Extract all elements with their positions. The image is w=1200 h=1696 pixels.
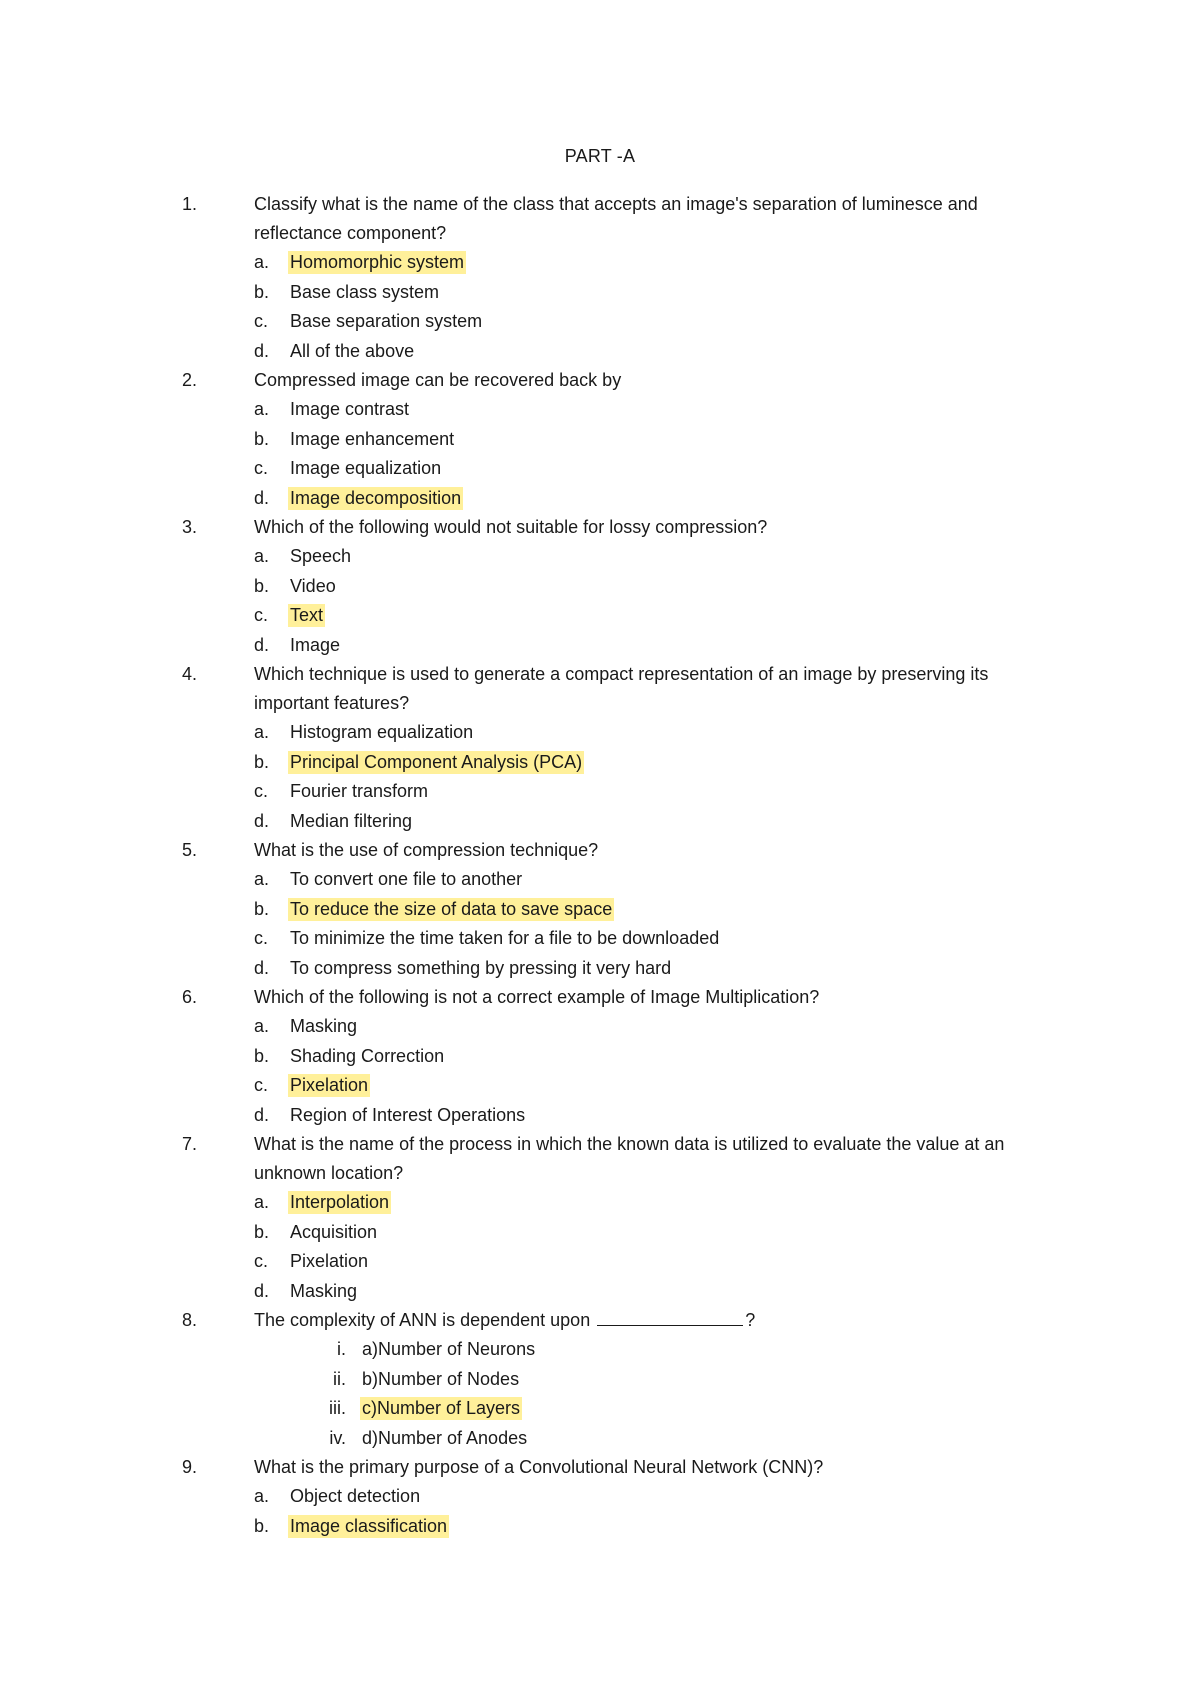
option-text: Image contrast bbox=[290, 399, 410, 419]
option-text: Base class system bbox=[290, 281, 440, 302]
option-text-wrap bbox=[290, 748, 584, 777]
option-label: b. bbox=[254, 898, 270, 919]
answer-option bbox=[0, 484, 1200, 514]
highlighted-answer: Image classification bbox=[290, 1515, 448, 1536]
option-text-wrap bbox=[290, 631, 340, 660]
option-text: Median filtering bbox=[290, 810, 413, 831]
question-number: 7. bbox=[182, 1134, 198, 1154]
option-label: b. bbox=[254, 428, 270, 449]
option-text-wrap bbox=[290, 395, 409, 424]
question-list bbox=[0, 190, 1200, 1541]
answer-option bbox=[0, 954, 1200, 984]
question-3 bbox=[0, 513, 1200, 660]
question-text: Compressed image can be recovered back by bbox=[254, 370, 622, 390]
answer-option bbox=[0, 248, 1200, 278]
option-label: iv. bbox=[329, 1427, 346, 1448]
option-label: b. bbox=[254, 575, 270, 596]
option-label: a. bbox=[254, 546, 270, 566]
answer-option bbox=[0, 454, 1200, 484]
option-text-wrap bbox=[290, 307, 482, 336]
option-text-wrap bbox=[290, 1101, 525, 1130]
option-label: c. bbox=[254, 311, 269, 331]
option-text: To convert one file to another bbox=[290, 869, 523, 889]
answer-option bbox=[0, 1482, 1200, 1512]
option-label: a. bbox=[254, 1016, 270, 1036]
answer-option bbox=[0, 1277, 1200, 1307]
option-text: Shading Correction bbox=[290, 1045, 445, 1066]
option-text-wrap bbox=[290, 1042, 444, 1071]
highlighted-answer: To reduce the size of data to save space bbox=[290, 898, 613, 919]
option-text-wrap bbox=[290, 807, 412, 836]
option-label: b. bbox=[254, 1221, 270, 1242]
answer-option bbox=[0, 307, 1200, 337]
option-label: i. bbox=[337, 1339, 346, 1359]
question-text-before: The complexity of ANN is dependent upon bbox=[254, 1310, 591, 1330]
option-label: a. bbox=[254, 399, 270, 419]
option-text-wrap bbox=[290, 1277, 357, 1306]
option-label: d. bbox=[254, 1280, 270, 1301]
answer-option bbox=[0, 278, 1200, 308]
answer-option bbox=[0, 631, 1200, 661]
question-number: 3. bbox=[182, 517, 198, 537]
answer-option bbox=[0, 395, 1200, 425]
option-text-wrap bbox=[290, 718, 473, 747]
option-text: d)Number of Anodes bbox=[362, 1427, 528, 1448]
option-text-wrap bbox=[290, 1071, 370, 1100]
option-text-wrap bbox=[362, 1335, 535, 1364]
option-text-wrap bbox=[290, 1247, 368, 1276]
question-number: 8. bbox=[182, 1310, 198, 1330]
answer-option bbox=[0, 1424, 1200, 1454]
option-label: a. bbox=[254, 869, 270, 889]
option-label: a. bbox=[254, 252, 270, 272]
answer-option bbox=[0, 1188, 1200, 1218]
answer-option bbox=[0, 1247, 1200, 1277]
option-text-wrap bbox=[290, 484, 463, 513]
option-text-wrap bbox=[290, 1512, 449, 1541]
answer-option bbox=[0, 1512, 1200, 1542]
question-4 bbox=[0, 660, 1200, 836]
option-text-wrap bbox=[290, 601, 325, 630]
highlighted-answer: Image decomposition bbox=[290, 487, 462, 508]
question-5 bbox=[0, 836, 1200, 983]
option-label: b. bbox=[254, 1045, 270, 1066]
option-text: To minimize the time taken for a file to be downloaded bbox=[290, 928, 720, 948]
answer-option bbox=[0, 1394, 1200, 1424]
fill-in-blank bbox=[597, 1309, 743, 1326]
answer-option bbox=[0, 1012, 1200, 1042]
question-number: 5. bbox=[182, 840, 198, 860]
answer-option bbox=[0, 777, 1200, 807]
question-number: 6. bbox=[182, 987, 198, 1007]
option-text-wrap bbox=[362, 1365, 519, 1394]
option-text: Masking bbox=[290, 1280, 358, 1301]
answer-option bbox=[0, 1218, 1200, 1248]
answer-option bbox=[0, 1335, 1200, 1365]
option-text-wrap bbox=[290, 337, 414, 366]
option-label: c. bbox=[254, 458, 269, 478]
question-number: 1. bbox=[182, 194, 198, 214]
answer-option bbox=[0, 542, 1200, 572]
question-number: 4. bbox=[182, 664, 198, 684]
option-label: c. bbox=[254, 1251, 269, 1271]
option-text-wrap bbox=[290, 777, 428, 806]
answer-option bbox=[0, 337, 1200, 367]
option-label: d. bbox=[254, 810, 270, 831]
question-text: Which technique is used to generate a compact representation of an image by preserving its important features? bbox=[254, 664, 989, 713]
question-text: What is the primary purpose of a Convolutional Neural Network (CNN)? bbox=[254, 1457, 824, 1477]
highlighted-answer: Homomorphic system bbox=[290, 252, 465, 272]
option-text: Image bbox=[290, 634, 341, 655]
option-text-wrap bbox=[362, 1394, 522, 1423]
question-text: What is the name of the process in which the known data is utilized to evaluate the value at an unknown location? bbox=[254, 1134, 1005, 1183]
option-text-wrap bbox=[290, 572, 336, 601]
option-label: c. bbox=[254, 1075, 269, 1095]
option-label: c. bbox=[254, 605, 269, 625]
option-label: c. bbox=[254, 928, 269, 948]
answer-option bbox=[0, 1365, 1200, 1395]
highlighted-answer: Interpolation bbox=[290, 1192, 390, 1212]
answer-option bbox=[0, 865, 1200, 895]
option-text: Histogram equalization bbox=[290, 722, 474, 742]
question-text: Which of the following would not suitable for lossy compression? bbox=[254, 517, 768, 537]
highlighted-answer: Principal Component Analysis (PCA) bbox=[290, 751, 583, 772]
question-text: Which of the following is not a correct example of Image Multiplication? bbox=[254, 987, 820, 1007]
highlighted-answer: Pixelation bbox=[290, 1075, 369, 1095]
question-2 bbox=[0, 366, 1200, 513]
option-text: Video bbox=[290, 575, 336, 596]
question-text-after: ? bbox=[745, 1310, 756, 1330]
answer-option bbox=[0, 748, 1200, 778]
answer-option bbox=[0, 572, 1200, 602]
answer-option bbox=[0, 1101, 1200, 1131]
option-text: b)Number of Nodes bbox=[362, 1368, 520, 1389]
option-label: d. bbox=[254, 487, 270, 508]
question-1 bbox=[0, 190, 1200, 366]
option-text: Image equalization bbox=[290, 458, 442, 478]
option-text-wrap bbox=[290, 454, 441, 483]
answer-option bbox=[0, 1071, 1200, 1101]
option-text-wrap bbox=[290, 954, 671, 983]
answer-option bbox=[0, 1042, 1200, 1072]
question-6 bbox=[0, 983, 1200, 1130]
highlighted-answer: Text bbox=[290, 605, 324, 625]
option-text-wrap bbox=[290, 865, 522, 894]
option-label: a. bbox=[254, 722, 270, 742]
option-label: d. bbox=[254, 340, 270, 361]
option-label: a. bbox=[254, 1486, 270, 1506]
option-text-wrap bbox=[290, 924, 719, 953]
option-text-wrap bbox=[290, 542, 351, 571]
question-text: Classify what is the name of the class that accepts an image's separation of luminesce and reflectance component? bbox=[254, 194, 978, 243]
answer-option bbox=[0, 601, 1200, 631]
option-text-wrap bbox=[290, 1188, 391, 1217]
answer-option bbox=[0, 895, 1200, 925]
option-text-wrap bbox=[290, 895, 614, 924]
page-title: PART -A bbox=[564, 146, 636, 166]
answer-option bbox=[0, 718, 1200, 748]
option-label: b. bbox=[254, 1515, 270, 1536]
option-text-wrap bbox=[290, 248, 466, 277]
option-label: d. bbox=[254, 957, 270, 978]
option-text-wrap bbox=[290, 278, 439, 307]
question-number: 2. bbox=[182, 370, 198, 390]
question-number: 9. bbox=[182, 1457, 198, 1477]
option-text-wrap bbox=[290, 425, 454, 454]
option-text: Masking bbox=[290, 1016, 358, 1036]
highlighted-answer: c)Number of Layers bbox=[362, 1398, 521, 1418]
option-label: b. bbox=[254, 751, 270, 772]
option-label: d. bbox=[254, 634, 270, 655]
option-text: a)Number of Neurons bbox=[362, 1339, 536, 1359]
question-text bbox=[254, 1306, 1034, 1335]
answer-option bbox=[0, 807, 1200, 837]
option-label: a. bbox=[254, 1192, 270, 1212]
question-text: What is the use of compression technique? bbox=[254, 840, 599, 860]
option-text: All of the above bbox=[290, 340, 415, 361]
option-text-wrap bbox=[290, 1482, 420, 1511]
option-text: Fourier transform bbox=[290, 781, 429, 801]
question-8 bbox=[0, 1306, 1200, 1453]
question-9 bbox=[0, 1453, 1200, 1541]
question-7 bbox=[0, 1130, 1200, 1306]
option-label: iii. bbox=[329, 1398, 346, 1418]
option-text: Speech bbox=[290, 546, 352, 566]
option-label: ii. bbox=[333, 1368, 346, 1389]
option-label: d. bbox=[254, 1104, 270, 1125]
option-text: To compress something by pressing it very hard bbox=[290, 957, 672, 978]
option-text: Region of Interest Operations bbox=[290, 1104, 526, 1125]
answer-option bbox=[0, 924, 1200, 954]
option-text: Base separation system bbox=[290, 311, 483, 331]
option-text: Acquisition bbox=[290, 1221, 378, 1242]
option-text: Object detection bbox=[290, 1486, 421, 1506]
option-label: b. bbox=[254, 281, 270, 302]
option-text-wrap bbox=[290, 1012, 357, 1041]
option-text: Image enhancement bbox=[290, 428, 455, 449]
option-text-wrap bbox=[362, 1424, 527, 1453]
option-label: c. bbox=[254, 781, 269, 801]
option-text: Pixelation bbox=[290, 1251, 369, 1271]
option-text-wrap bbox=[290, 1218, 377, 1247]
answer-option bbox=[0, 425, 1200, 455]
